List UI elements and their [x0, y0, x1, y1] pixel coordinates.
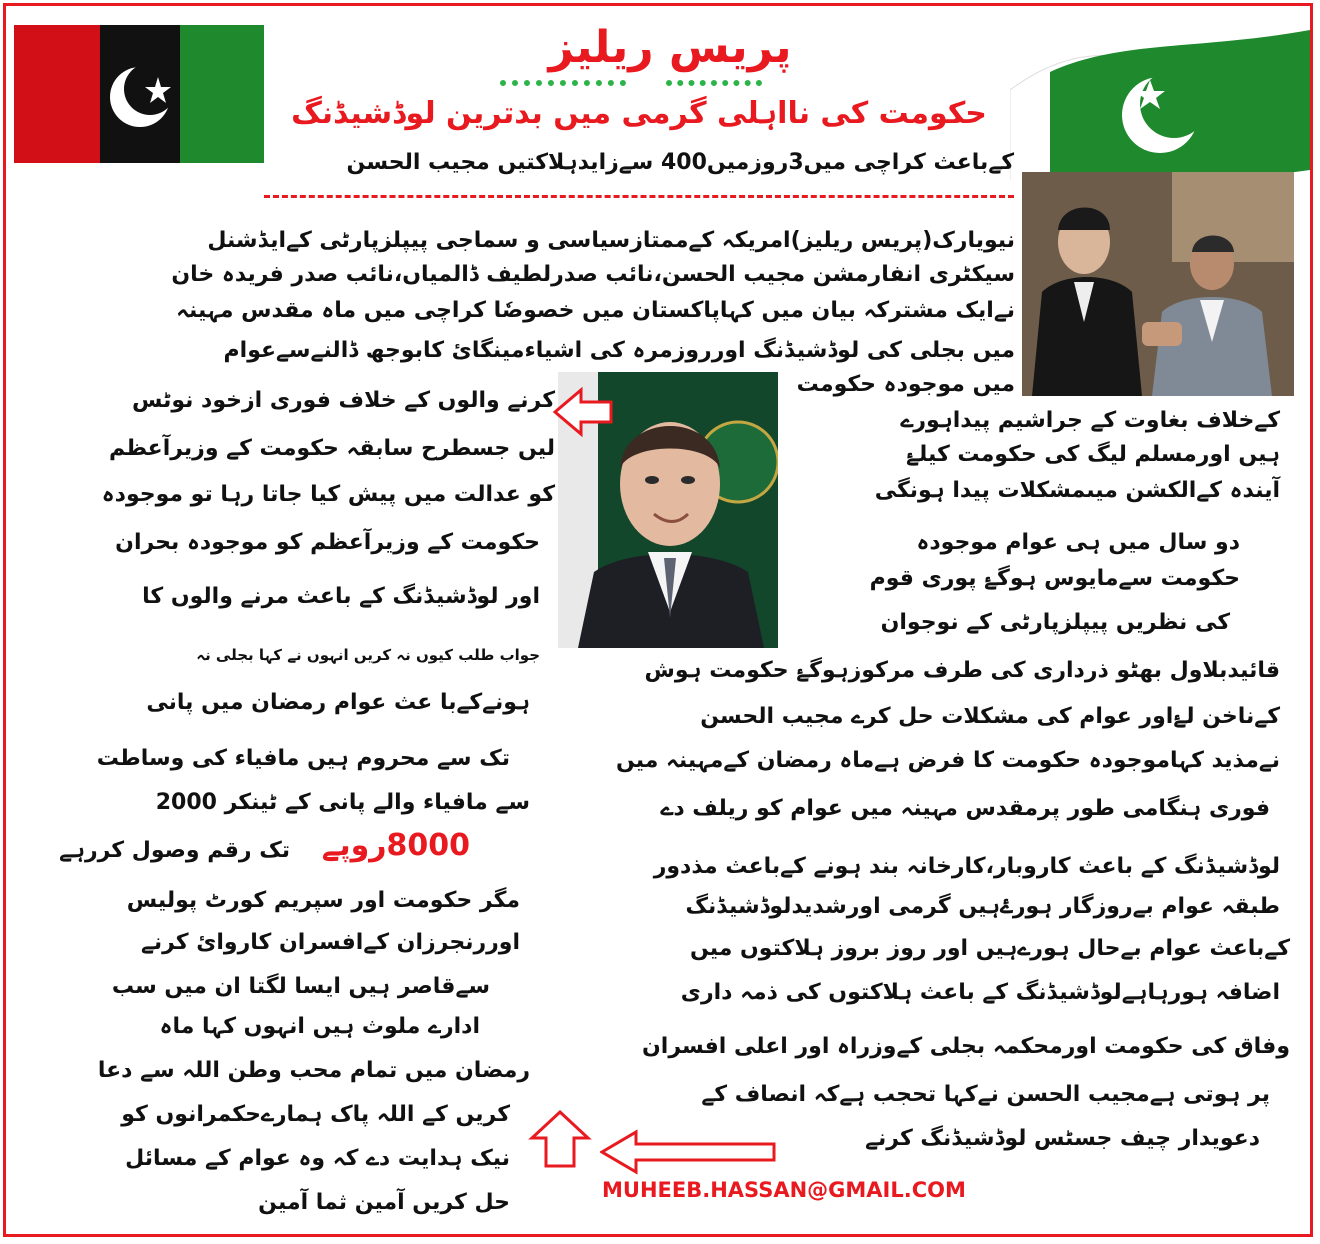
text-line: آیندہ کےالکشن میںمشکلات پیدا ہونگی [874, 478, 1280, 503]
text-line: کےخلاف بغاوت کے جراشیم پیداہورے [900, 408, 1280, 433]
title-underline-left [666, 80, 762, 86]
meeting-photo [1022, 172, 1294, 396]
text-line: نےمذید کہاموجودہ حکومت کا فرض ہےماہ رمضان کےمہینہ میں [615, 748, 1280, 773]
text-line: میں بجلی کی لوڈشیڈنگ اورروزمرہ کی اشیاءمینگائ کابوجھ ڈالنےسےعوام [223, 338, 1015, 363]
text-line: لیں جسطرح سابقہ حکومت کے وزیرآعظم [108, 436, 555, 461]
text-line: ہونےکےبا عث عوام رمضان میں پانی [146, 690, 530, 715]
text-line: سےقاصر ہیں ایسا لگتا ان میں سب [111, 974, 490, 999]
text-line: اضافہ ہورہاہےلوڈشیڈنگ کے باعث ہلاکتوں کی ذمہ داری [680, 980, 1280, 1005]
text-line: کرنے والوں کے خلاف فوری ازخود نوٹس [131, 388, 555, 413]
text-line: نےایک مشترکہ بیان میں کہاپاکستان میں خصوصٗا کراچی میں ماہ مقدس مہینہ [176, 298, 1015, 323]
text-line: اوررنجرزان کےافسران کاروائ کرنے [140, 930, 520, 955]
red-arrow-icon [553, 386, 613, 438]
text-line: جواب طلب کیوں نہ کریں انہوں نے کہا بجلی نہ [196, 646, 540, 664]
text-line: تک سے محروم ہیں مافیاء کی وساطت [96, 746, 510, 771]
text-line: حکومت سےمایوس ہوگۓ پوری قوم [869, 566, 1240, 591]
text-line: قائیدبلاول بھٹو ذرداری کی طرف مرکوزہوگۓ حکومت ہوش [644, 658, 1280, 683]
text-line: سیکٹری انفارمشن مجیب الحسن،نائب صدرلطیف ڈالمیاں،نائب صدر فریدہ خان [171, 262, 1015, 287]
text-line: رمضان میں تمام محب وطن اللہ سے دعا [97, 1058, 530, 1083]
text-line: سے مافیاء والے پانی کے ٹینکر 2000 [155, 790, 530, 815]
text-line: وفاق کی حکومت اورمحکمہ بجلی کےوزراہ اور اعلی افسران [642, 1034, 1290, 1059]
contact-email: MUHEEB.HASSAN@GMAIL.COM [602, 1178, 966, 1202]
text-line: دعویدار چیف جسٹس لوڈشیڈنگ کرنے [865, 1126, 1260, 1151]
text-line: کےناخن لۓاور عوام کی مشکلات حل کرے مجیب الحسن [700, 704, 1280, 729]
text-line: حل کریں آمین ثما آمین [258, 1190, 510, 1215]
text-line: نیک ہدایت دے کہ وہ عوام کے مسائل [125, 1146, 510, 1171]
text-line: لوڈشیڈنگ کے باعث کاروبار،کارخانہ بند ہونے کےباعث مذدور [653, 854, 1280, 879]
text-line: کی نظریں پیپلزپارٹی کے نوجوان [880, 610, 1230, 635]
amount-highlight: 8000روپے [321, 828, 470, 863]
red-arrow-icon [600, 1128, 776, 1176]
text-line: دو سال میں ہی عوام موجودہ [916, 530, 1240, 555]
text-line: نیویارک(پریس ریلیز)امریکہ کےممتازسیاسی و سماجی پیپلزپارٹی کےایڈشنل [207, 228, 1015, 253]
text-line: فوری ہنگامی طور پرمقدس مہینہ میں عوام کو ریلف دے [660, 796, 1270, 821]
text-line: مگر حکومت اور سپریم کورٹ پولیس [126, 888, 520, 913]
separator-line [264, 195, 1014, 198]
text-line: تک رقم وصول کررہے [59, 838, 290, 863]
red-arrow-icon [528, 1110, 592, 1168]
text-line: میں موجودہ حکومت [796, 372, 1015, 397]
press-release-title: پریس ریلیز [548, 22, 792, 73]
text-line: کریں کے اللہ پاک ہمارےحکمرانوں کو [121, 1102, 510, 1127]
text-line: طبقہ عوام بےروزگار ہورۓہیں گرمی اورشدیدلوڈشیڈنگ [685, 894, 1280, 919]
text-line: ہیں اورمسلم لیگ کی حکومت کیلۓ [906, 442, 1280, 467]
text-line: پر ہوتی ہےمجیب الحسن نےکہا تحجب ہےکہ انصاف کے [701, 1082, 1270, 1107]
text-line: ادارے ملوث ہیں انہوں کہا ماہ [159, 1014, 480, 1039]
text-line: اور لوڈشیڈنگ کے باعث مرنے والوں کا [142, 584, 540, 609]
text-line: کےباعث عوام بےحال ہورےہیں اور روز بروز ہلاکتوں میں [689, 936, 1290, 961]
ppp-flag-icon [14, 25, 264, 163]
title-underline-right [500, 80, 626, 86]
headline: حکومت کی نااہلی گرمی میں بدترین لوڈشیڈنگ [291, 96, 987, 131]
sub-headline: کےباعث کراچی میں3روزمیں400 سےزایدہلاکتیں مجیب الحسن [346, 150, 1014, 175]
text-line: کو عدالت میں پیش کیا جاتا رہا تو موجودہ [101, 482, 555, 507]
pakistan-flag-icon [1010, 20, 1310, 180]
text-line: حکومت کے وزیرآعظم کو موجودہ بحران [115, 530, 540, 555]
